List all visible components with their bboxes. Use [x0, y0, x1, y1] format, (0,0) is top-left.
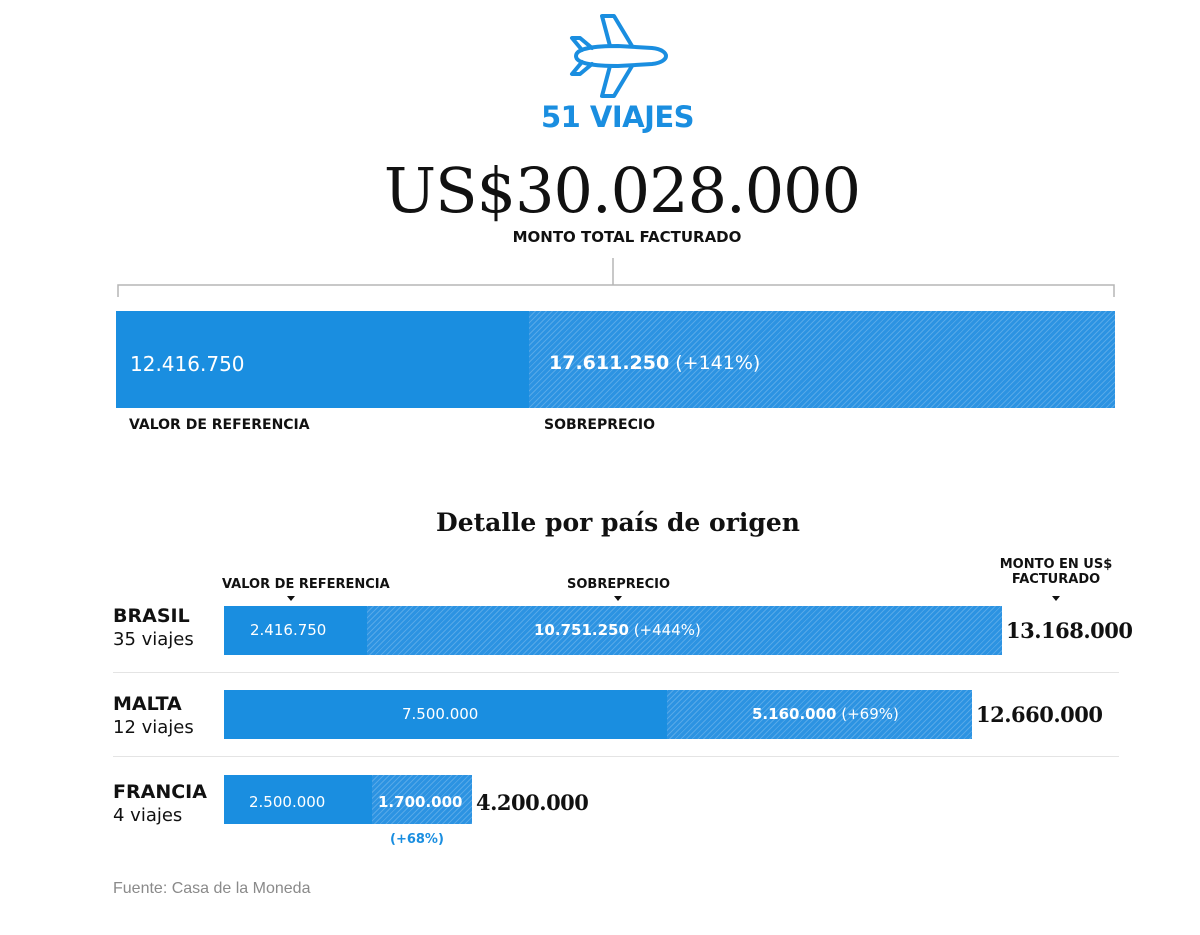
row-country-malta: MALTA	[113, 693, 182, 715]
row-country-brasil: BRASIL	[113, 605, 190, 627]
row-country-francia: FRANCIA	[113, 781, 207, 803]
row-total-brasil: 13.168.000	[1006, 618, 1133, 643]
summary-overprice-amount: 17.611.250	[549, 352, 670, 374]
summary-overprice-value	[549, 352, 760, 374]
row-overprice-amount-francia: 1.700.000	[378, 793, 463, 811]
row-overprice-value-brasil	[534, 621, 701, 639]
col-header-overprice: SOBREPRECIO	[567, 577, 671, 592]
row-total-malta: 12.660.000	[976, 702, 1103, 727]
col-header-overprice-arrow-icon	[614, 596, 622, 601]
row-reference-value-malta: 7.500.000	[402, 705, 479, 723]
total-bracket	[0, 250, 1200, 300]
col-header-reference-arrow-icon	[287, 596, 295, 601]
total-caption: MONTO TOTAL FACTURADO	[512, 228, 742, 246]
row-overprice-pct-francia: (+68%)	[390, 832, 444, 847]
row-overprice-amount-malta: 5.160.000	[752, 705, 837, 723]
summary-overprice-pct: (+141%)	[675, 352, 761, 374]
row-reference-value-brasil: 2.416.750	[250, 621, 327, 639]
row-total-francia: 4.200.000	[476, 790, 589, 815]
detail-title: Detalle por país de origen	[436, 508, 800, 537]
trips-total: 51 VIAJES	[540, 100, 695, 134]
row-trips-malta: 12 viajes	[113, 717, 194, 738]
airplane-icon	[566, 12, 670, 98]
total-amount: US$30.028.000	[383, 154, 861, 227]
summary-overprice-label: SOBREPRECIO	[544, 417, 655, 433]
row-trips-francia: 4 viajes	[113, 805, 183, 826]
col-header-total-line2: FACTURADO	[1011, 572, 1101, 587]
row-overprice-value-francia	[378, 793, 462, 811]
row-trips-brasil: 35 viajes	[113, 629, 194, 650]
row-overprice-value-malta	[752, 705, 899, 723]
row-overprice-pct-brasil: (+444%)	[633, 621, 701, 639]
row-divider	[113, 672, 1119, 673]
summary-reference-value: 12.416.750	[130, 352, 245, 376]
col-header-total	[996, 557, 1116, 587]
summary-reference-label: VALOR DE REFERENCIA	[129, 417, 310, 433]
row-overprice-amount-brasil: 10.751.250	[534, 621, 629, 639]
row-divider	[113, 756, 1119, 757]
source-note: Fuente: Casa de la Moneda	[113, 880, 311, 897]
row-reference-value-francia: 2.500.000	[249, 793, 326, 811]
row-overprice-pct-malta: (+69%)	[841, 705, 899, 723]
col-header-reference: VALOR DE REFERENCIA	[222, 577, 390, 592]
col-header-total-arrow-icon	[1052, 596, 1060, 601]
col-header-total-line1: MONTO EN US$	[999, 557, 1113, 572]
